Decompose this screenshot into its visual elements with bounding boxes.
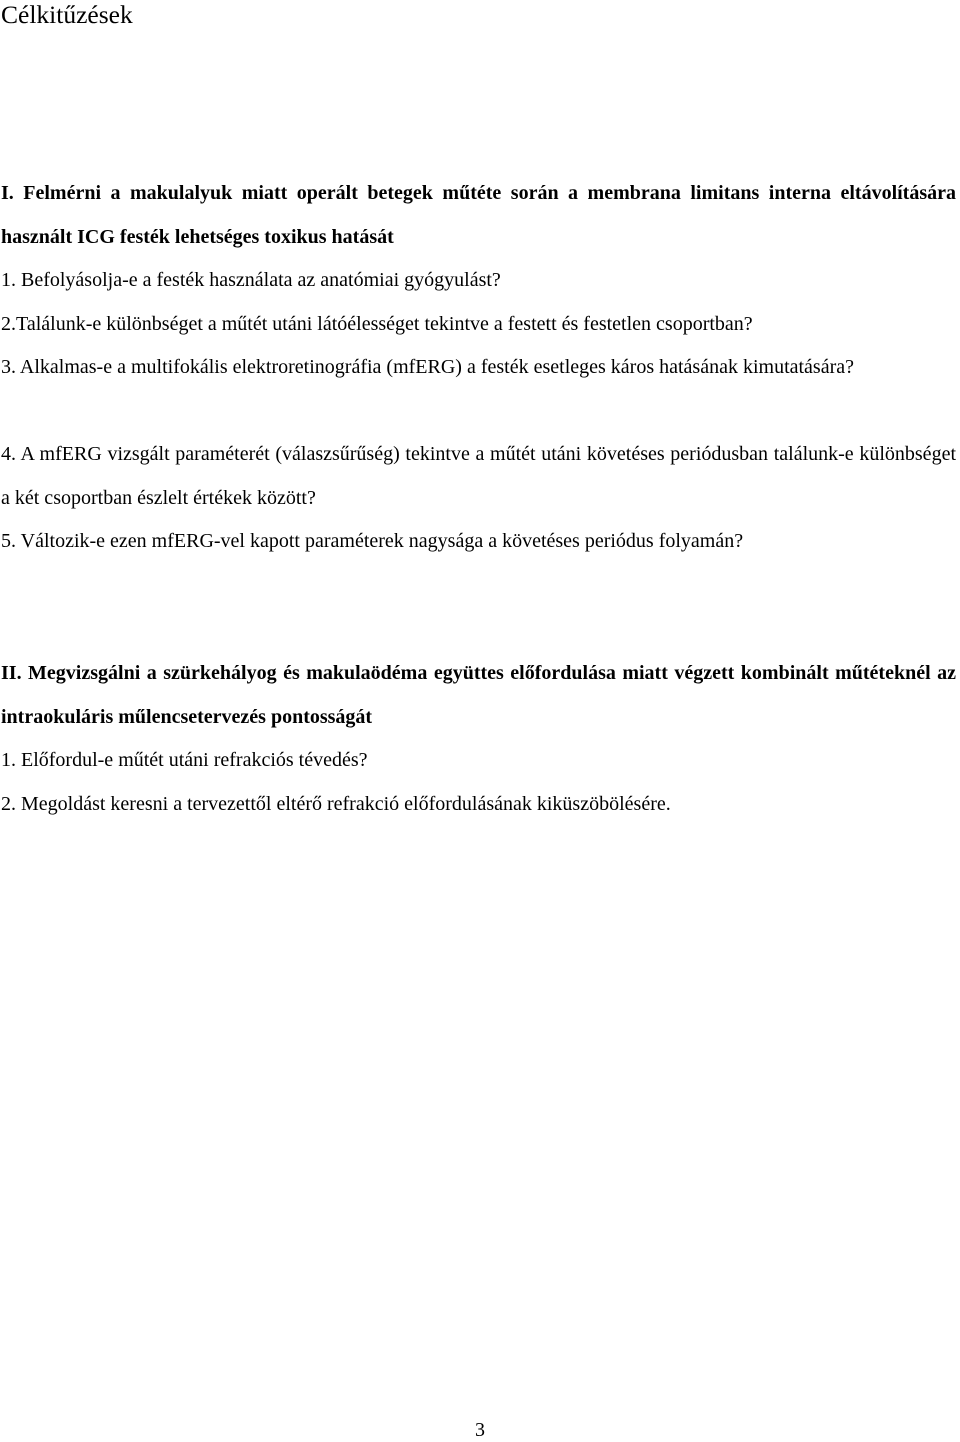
- section-1-item-4: 4. A mfERG vizsgált paraméterét (válaszsűrűség) tekintve a műtét utáni követéses periódusban találunk-e különbséget a két csoportban észlelt értékek között?: [1, 443, 956, 509]
- section-1-heading: I. Felmérni a makulalyuk miatt operált betegek műtéte során a membrana limitans interna eltávolítására használt ICG festék lehetséges toxikus hatását: [1, 182, 956, 248]
- section-1-item-1: 1. Befolyásolja-e a festék használata az anatómiai gyógyulást?: [1, 269, 501, 291]
- section-1-item-2: 2.Találunk-e különbséget a műtét utáni látóélességet tekintve a festett és festetlen csoportban?: [1, 312, 753, 335]
- section-1-item-3: 3. Alkalmas-e a multifokális elektroretinográfia (mfERG) a festék esetleges káros hatásának kimutatására?: [1, 356, 855, 378]
- section-2-item-2: 2. Megoldást keresni a tervezettől eltérő refrakció előfordulásának kiküszöbölésére.: [1, 792, 671, 815]
- section-2-item-1: 1. Előfordul-e műtét utáni refrakciós tévedés?: [1, 749, 368, 771]
- page-number: 3: [475, 1419, 485, 1441]
- section-2-heading: II. Megvizsgálni a szürkehályog és makulaödéma együttes előfordulása miatt végzett kombinált műtéteknél az intraokuláris műlencsetervezés pontosságát: [1, 662, 956, 728]
- section-1-item-5: 5. Változik-e ezen mfERG-vel kapott paraméterek nagysága a követéses periódus folyamán?: [1, 530, 744, 552]
- page-title: Célkitűzések: [1, 0, 133, 29]
